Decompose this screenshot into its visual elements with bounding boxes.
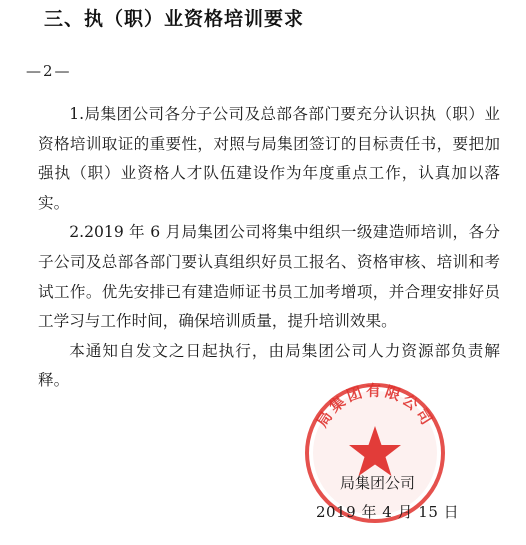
document-body — [38, 100, 500, 396]
paragraph-3: 本通知自发文之日起执行，由局集团公司人力资源部负责解释。 — [38, 341, 500, 390]
page-number: —2— — [26, 62, 72, 80]
seal-text: 局集团有限公司 — [312, 381, 438, 431]
section-heading: 三、执（职）业资格培训要求 — [44, 8, 305, 30]
paragraph-1: 1.局集团公司各分子公司及总部各部门要充分认识执（职）业资格培训取证的重要性，对照与局集团签订的目标责任书，要把加强执（职）业资格人才队伍建设作为年度重点工作，认真加以落实。 — [38, 105, 500, 212]
signature-date: 2019 年 4 月 15 日 — [316, 503, 460, 521]
paragraph-2: 2.2019 年 6 月局集团公司将集中组织一级建造师培训，各分子公司及总部各部门要认真组织好员工报名、资格审核、培训和考试工作。优先安排已有建造师证书员工加考增项，并合理安排好员工学习与工作时间，确保培训质量，提升培训效果。 — [38, 223, 500, 331]
signature-organization: 局集团公司 — [340, 474, 416, 492]
